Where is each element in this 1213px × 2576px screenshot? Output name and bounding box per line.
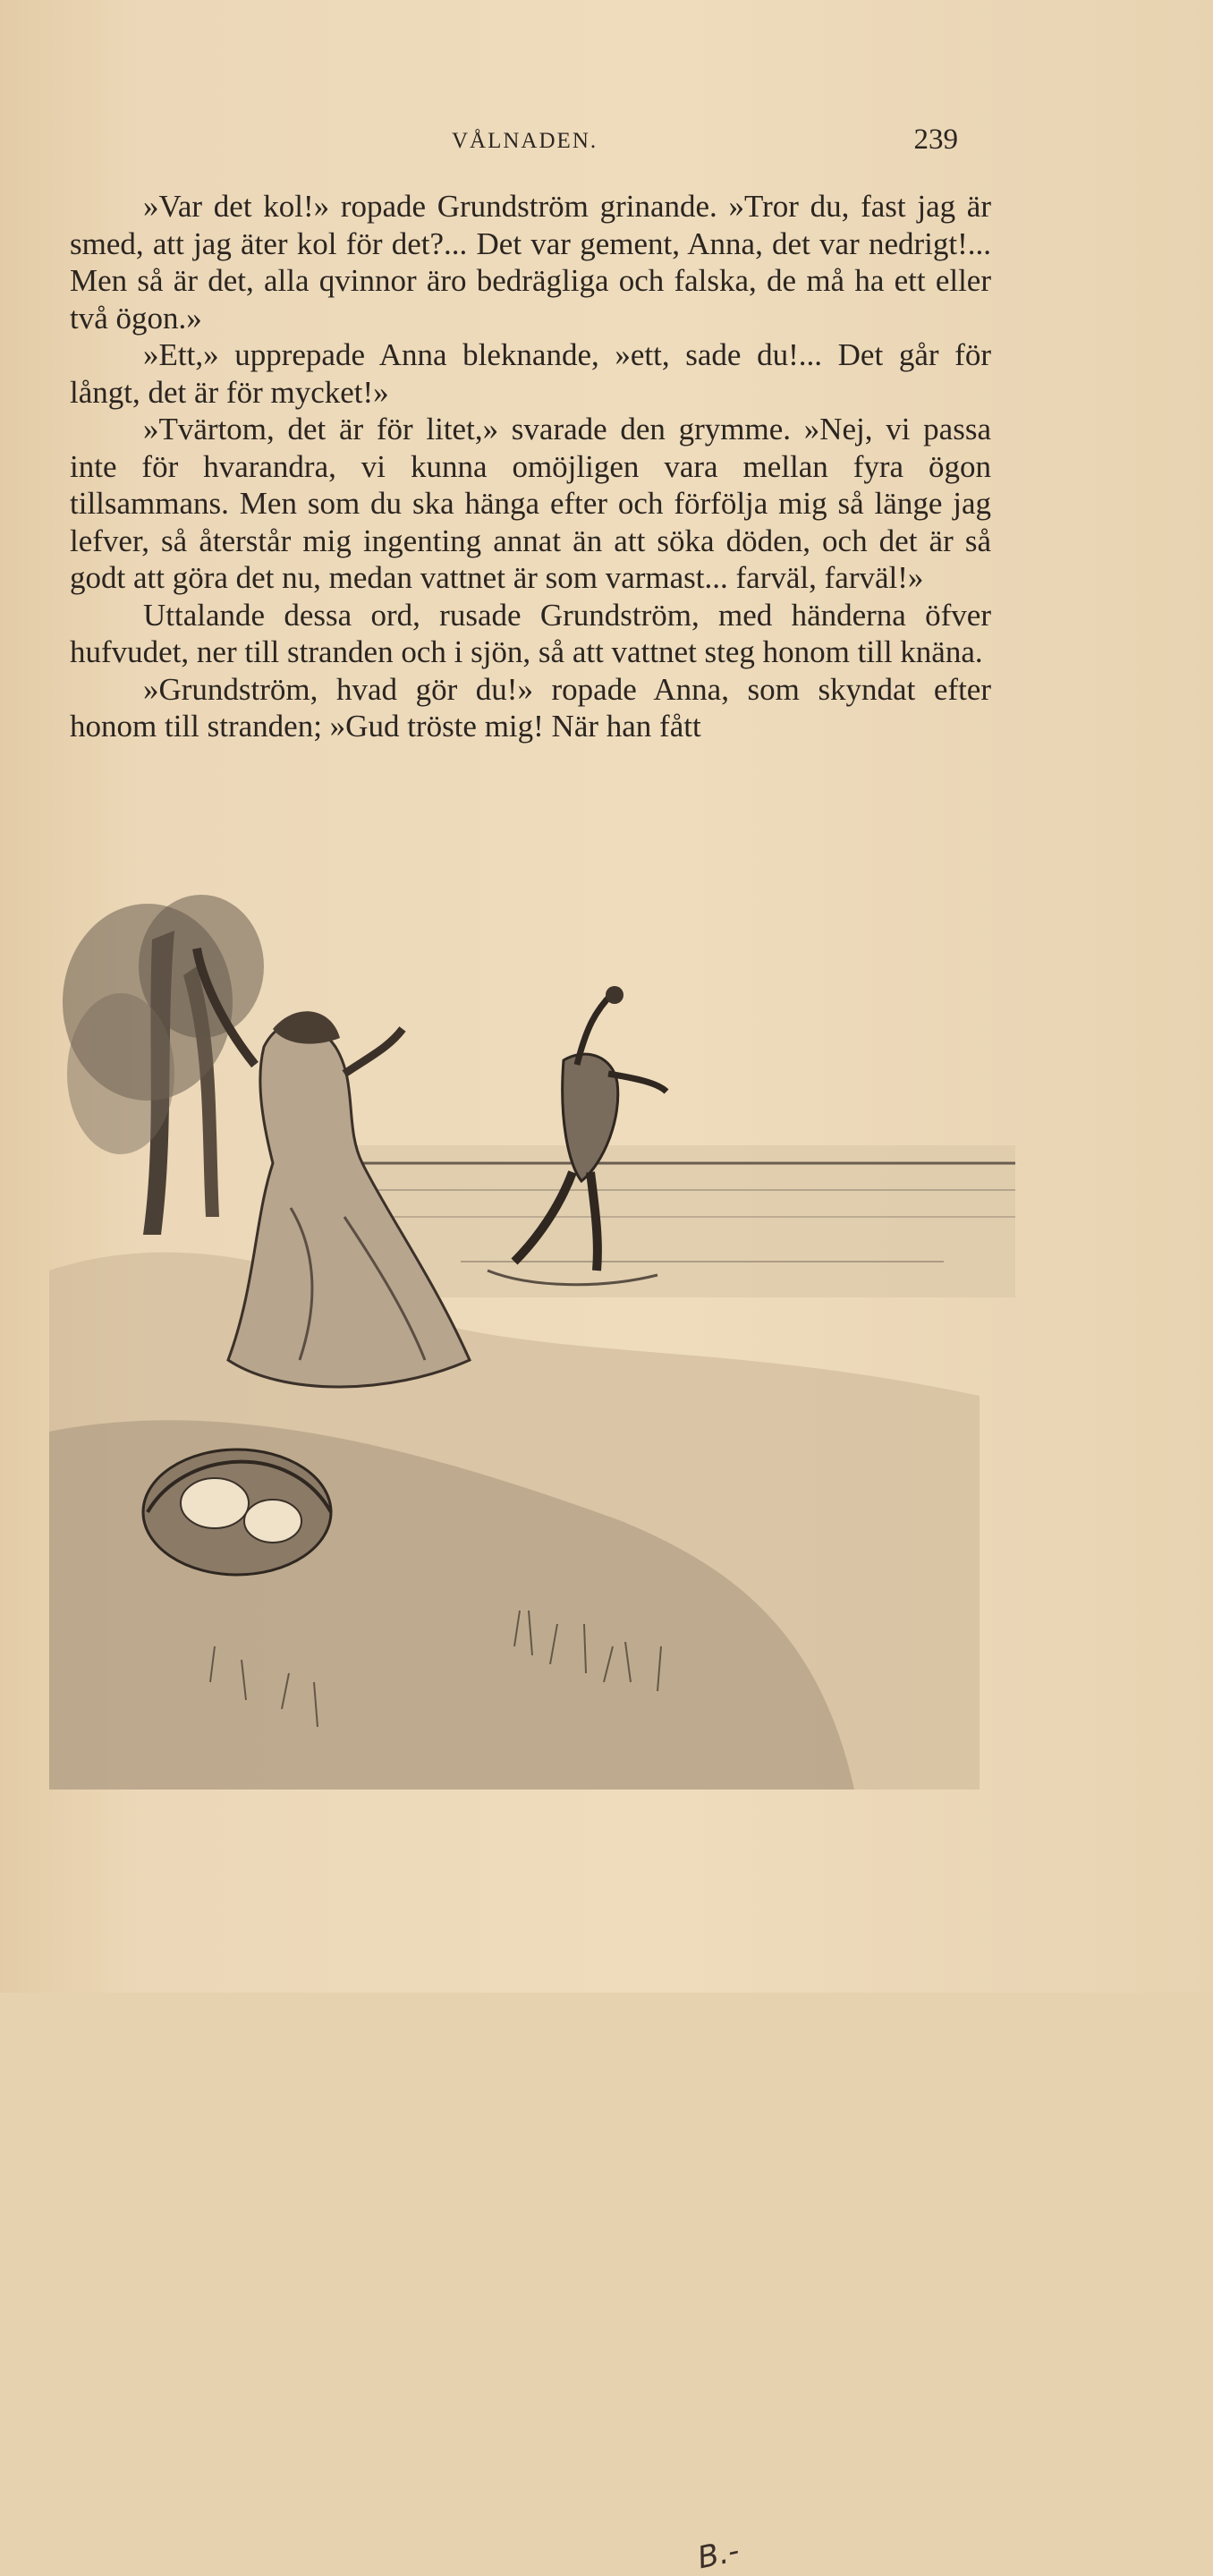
engraved-illustration (49, 895, 1024, 2576)
artist-signature: B.- (694, 2532, 743, 2576)
paragraph: Uttalande dessa ord, rusade Grundström, med händerna öfver hufvudet, ner till stranden och i sjön, så att vattnet steg honom till knäna. (70, 597, 991, 669)
paragraph: »Grundström, hvad gör du!» ropade Anna, som skyndat efter honom till stranden; »Gud tröste mig! När han fått (70, 671, 991, 744)
page-header (0, 123, 1213, 168)
illustration-drawing (49, 895, 1024, 1790)
page-number: 239 (913, 123, 958, 156)
tree-foliage (63, 895, 264, 1154)
running-title: VÅLNADEN. (452, 129, 598, 153)
paragraph: »Tvärtom, det är för litet,» svarade den grymme. »Nej, vi passa inte för hvarandra, vi kunna omöjligen vara mellan fyra ögon tillsammans. Men som du ska hänga efter och förfölja mig så länge jag lefver, så återstår mig ingenting annat än att söka döden, och det är så godt att göra det nu, medan vattnet är som varmast... farväl, farväl!» (70, 412, 991, 595)
basket (143, 1450, 331, 1575)
paragraph: »Var det kol!» ropade Grundström grinande. »Tror du, fast jag är smed, att jag äter kol för det?... Det var gement, Anna, det var nedrigt!... Men så är det, alla qvinnor äro bedrägliga och falska, de må ha ett eller två ögon.» (70, 189, 991, 336)
body-text (70, 188, 991, 745)
paragraph: »Ett,» upprepade Anna bleknande, »ett, sade du!... Det går för långt, det är för mycket!» (70, 337, 991, 410)
